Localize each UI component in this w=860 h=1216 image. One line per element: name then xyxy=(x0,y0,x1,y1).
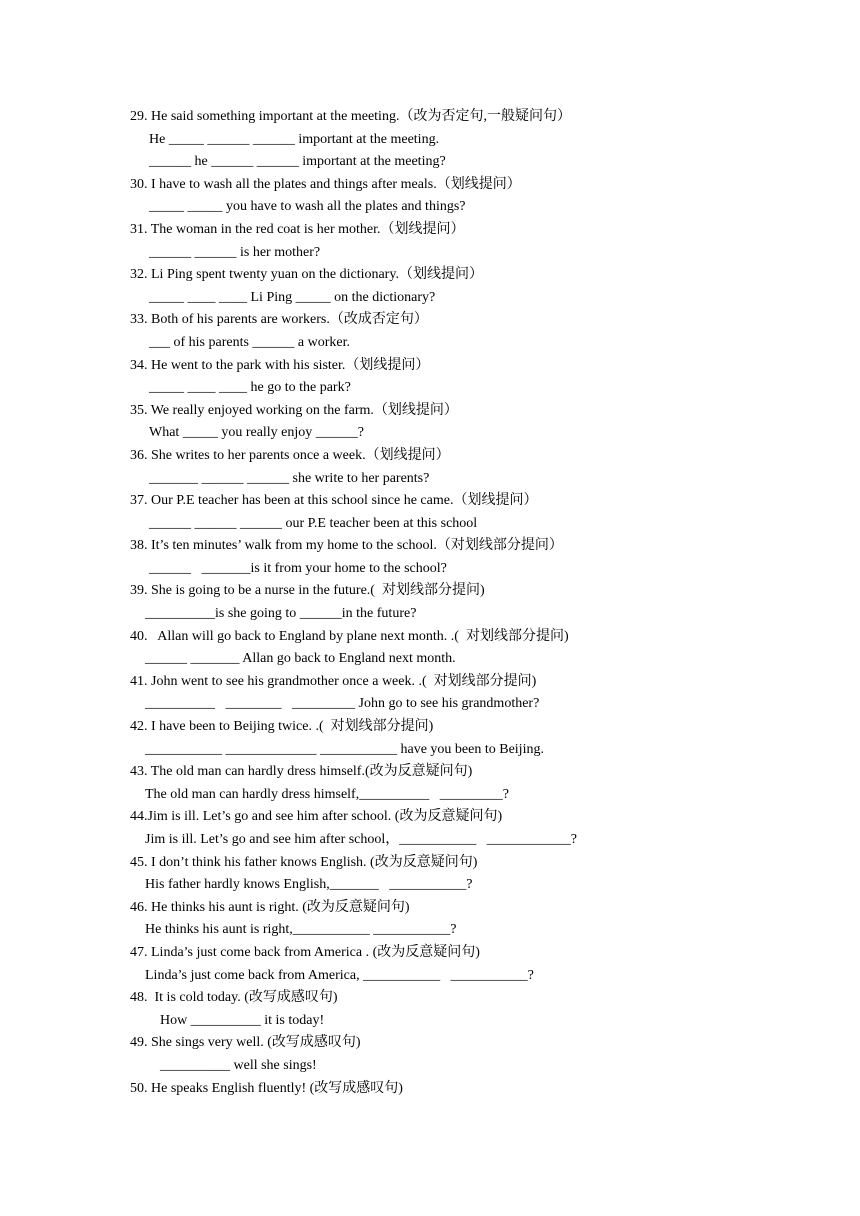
question-line: 34. He went to the park with his sister.（划线提问） xyxy=(130,357,430,373)
answer-line: What _____ you really enjoy ______? xyxy=(149,425,365,441)
answer-line: _______ ______ ______ she write to her parents? xyxy=(149,470,430,486)
question-line: 42. I have been to Beijing twice. .( 对划线部分提问) xyxy=(130,719,434,735)
answer-line: ______ _______ Allan go back to England next month. xyxy=(145,651,456,667)
question-line: 39. She is going to be a nurse in the future.( 对划线部分提问) xyxy=(130,583,485,599)
question-line: 41. John went to see his grandmother once a week. .( 对划线部分提问) xyxy=(130,673,537,689)
question-line: 31. The woman in the red coat is her mother.（划线提问） xyxy=(130,221,465,237)
question-line: 37. Our P.E teacher has been at this school since he came.（划线提问） xyxy=(130,493,538,509)
question-line: 43. The old man can hardly dress himself.(改为反意疑问句) xyxy=(130,764,473,780)
question-line: 46. He thinks his aunt is right. (改为反意疑问句) xyxy=(130,899,410,915)
question-line: 45. I don’t think his father knows English. (改为反意疑问句) xyxy=(130,854,478,870)
question-line: 38. It’s ten minutes’ walk from my home to the school.（对划线部分提问） xyxy=(130,538,563,554)
question-line: 29. He said something important at the meeting.（改为否定句,一般疑问句） xyxy=(130,109,571,124)
question-line: 32. Li Ping spent twenty yuan on the dictionary.（划线提问） xyxy=(130,267,483,283)
answer-line: Jim is ill. Let’s go and see him after school，___________ ____________? xyxy=(145,832,578,847)
answer-line: ______ he ______ ______ important at the meeting? xyxy=(149,154,446,170)
answer-line: How __________ it is today! xyxy=(160,1012,325,1028)
question-line: 35. We really enjoyed working on the farm.（划线提问） xyxy=(130,402,458,418)
question-line: 33. Both of his parents are workers.（改成否定句） xyxy=(130,312,428,328)
question-line: 47. Linda’s just come back from America . (改为反意疑问句) xyxy=(130,944,480,960)
answer-line: _____ ____ ____ he go to the park? xyxy=(149,380,351,396)
question-line: 49. She sings very well. (改写成感叹句) xyxy=(130,1035,361,1051)
question-line: 30. I have to wash all the plates and things after meals.（划线提问） xyxy=(130,176,521,192)
answer-line: __________ ________ _________ John go to see his grandmother? xyxy=(145,696,540,712)
answer-line: ___ of his parents ______ a worker. xyxy=(149,334,351,350)
answer-line: __________ well she sings! xyxy=(160,1057,317,1073)
answer-line: _____ ____ ____ Li Ping _____ on the dictionary? xyxy=(149,289,436,305)
answer-line: ______ ______ is her mother? xyxy=(149,244,321,260)
question-line: 44.Jim is ill. Let’s go and see him after school. (改为反意疑问句) xyxy=(130,809,503,825)
question-line: 36. She writes to her parents once a week.（划线提问） xyxy=(130,447,450,463)
answer-line: His father hardly knows English,_______ ___________? xyxy=(145,877,473,893)
answer-line: _____ _____ you have to wash all the plates and things? xyxy=(149,199,466,215)
question-line: 48. It is cold today. (改写成感叹句) xyxy=(130,990,338,1006)
answer-line: ______ _______is it from your home to the school? xyxy=(149,560,447,576)
answer-line: He thinks his aunt is right,___________ ___________? xyxy=(145,922,457,938)
answer-line: ___________ _____________ ___________ have you been to Beijing. xyxy=(145,741,544,757)
answer-line: He _____ ______ ______ important at the meeting. xyxy=(149,131,440,147)
question-line: 50. He speaks English fluently! (改写成感叹句) xyxy=(130,1080,403,1096)
answer-line: The old man can hardly dress himself,__________ _________? xyxy=(145,786,509,802)
question-line: 40. Allan will go back to England by plane next month. .( 对划线部分提问) xyxy=(130,628,569,644)
answer-line: __________is she going to ______in the future? xyxy=(145,606,417,622)
worksheet-page xyxy=(0,106,860,1100)
answer-line: ______ ______ ______ our P.E teacher been at this school xyxy=(149,515,478,531)
answer-line: Linda’s just come back from America, ___________ ___________? xyxy=(145,967,534,983)
